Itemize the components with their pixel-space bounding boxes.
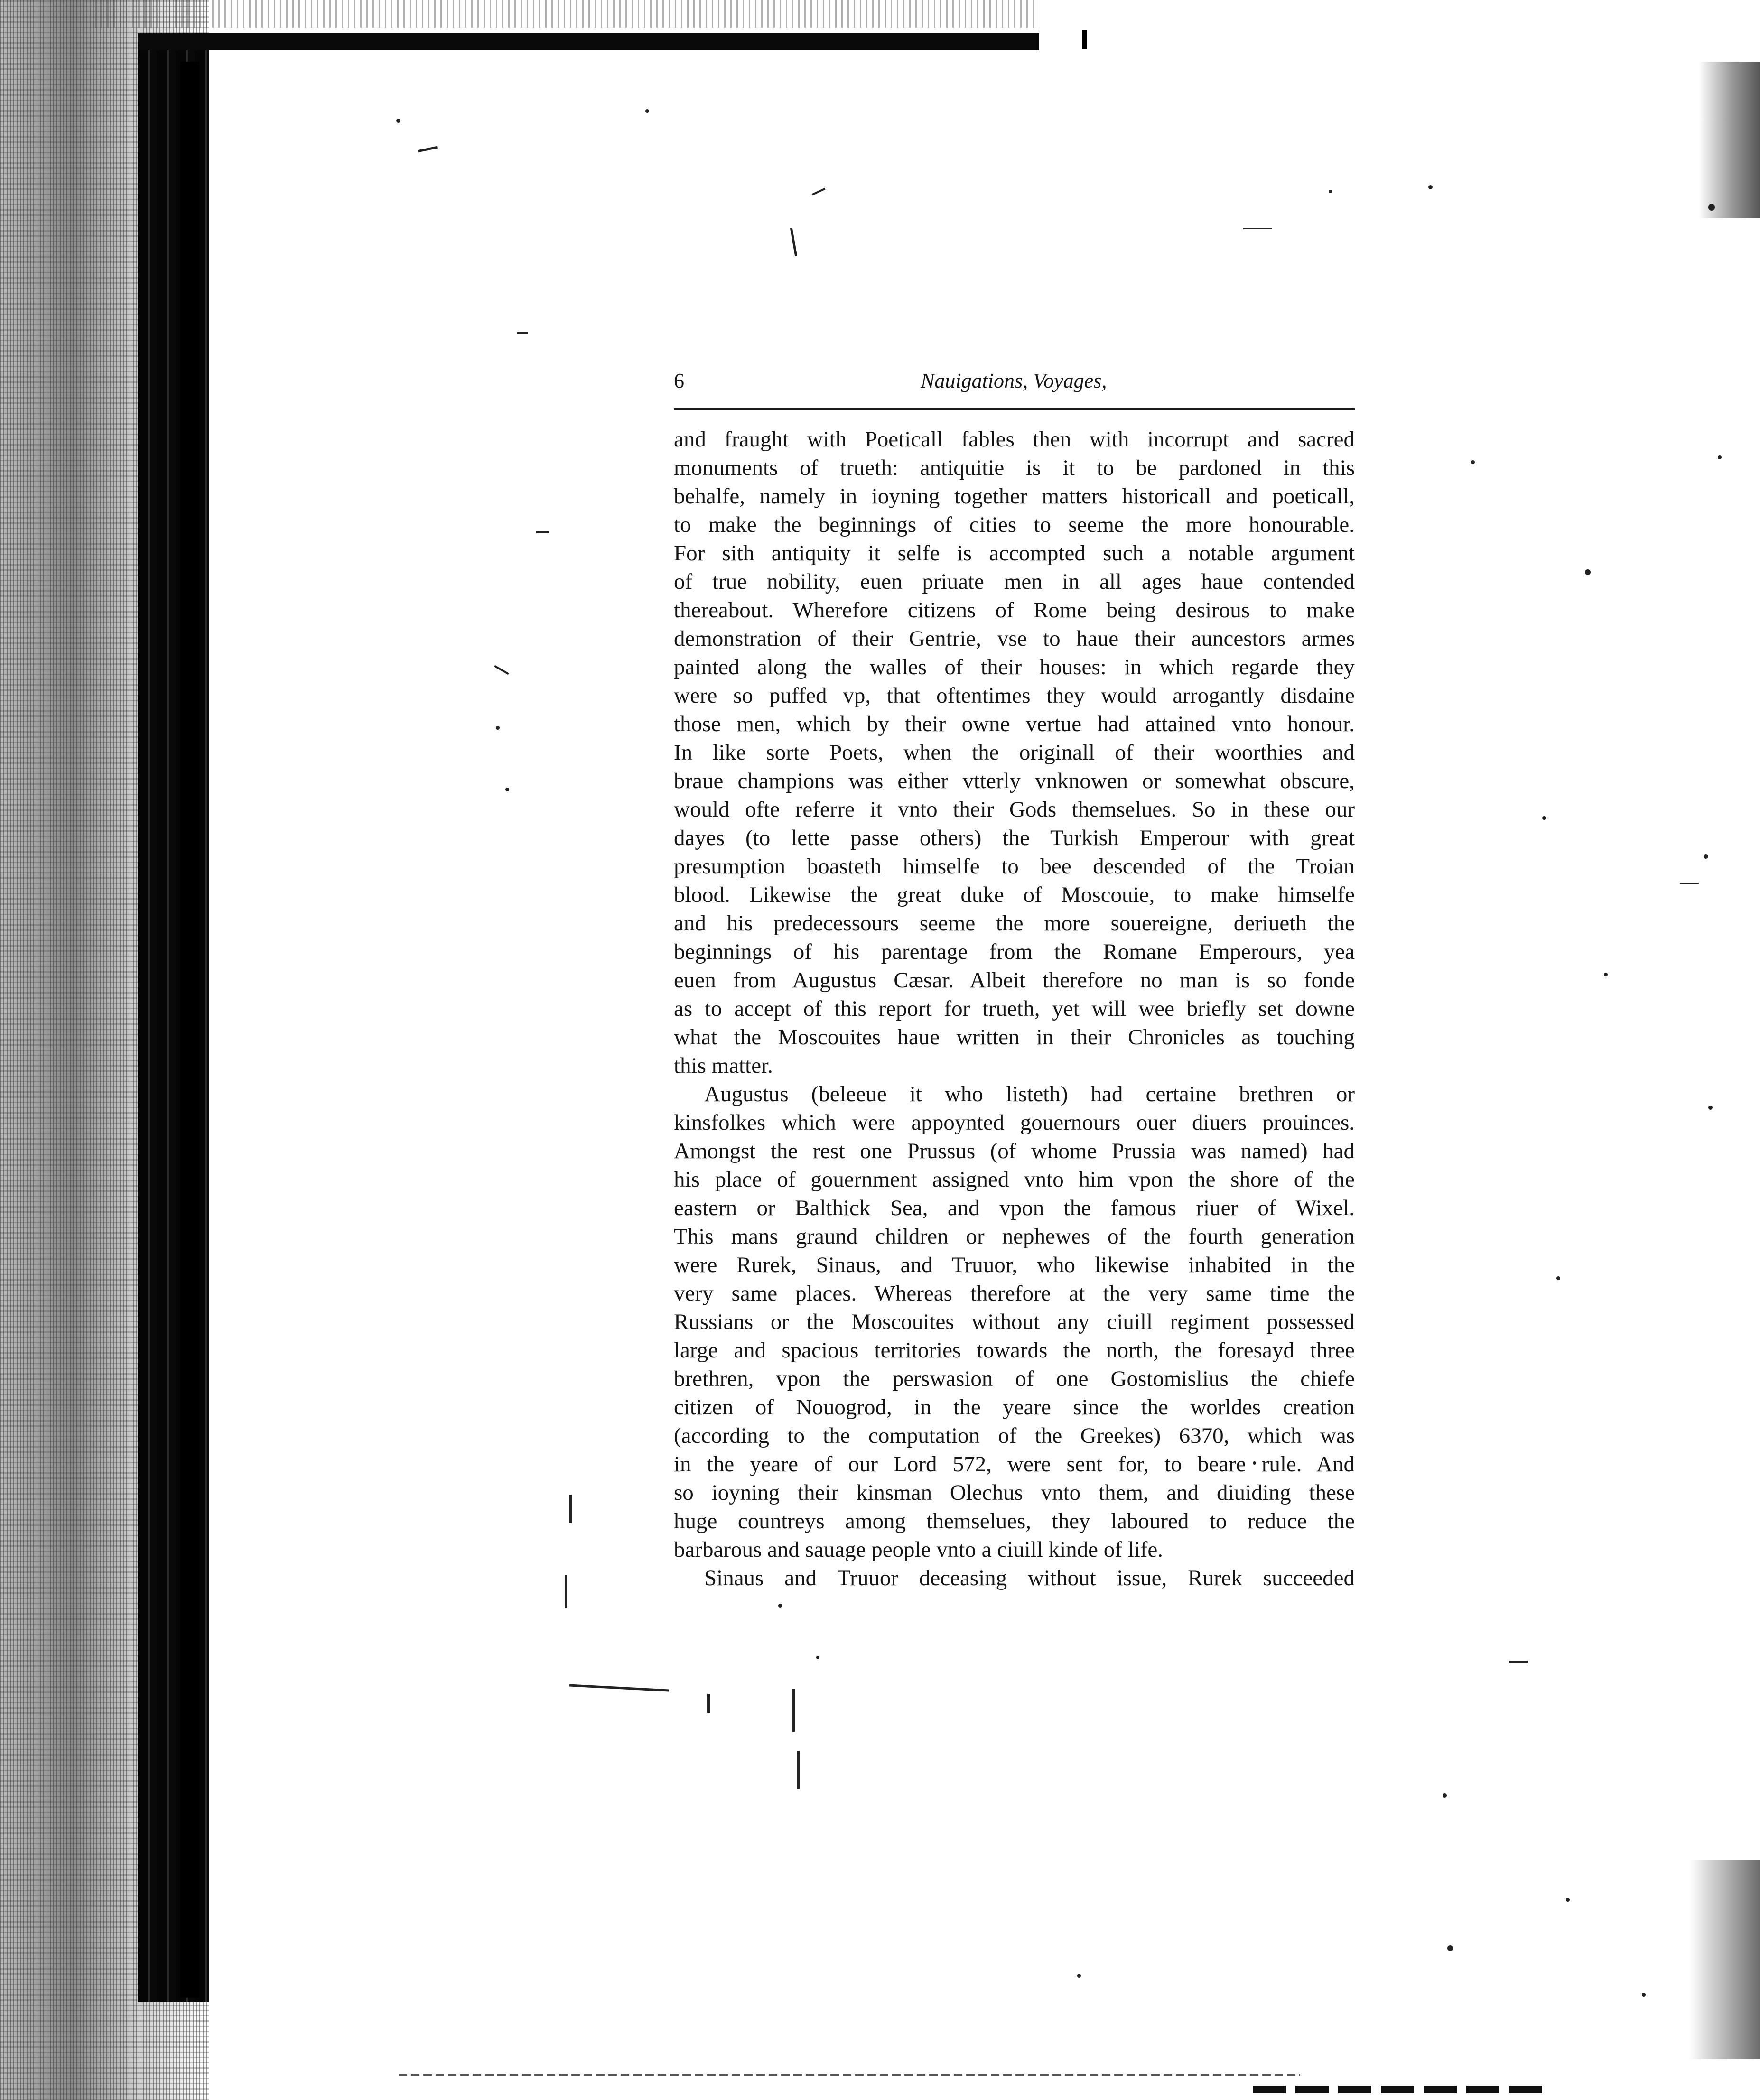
text-line: and his predecessours seeme the more souereigne, deriueth the [674, 911, 1355, 936]
scan-speck [812, 188, 826, 195]
scan-speck [1604, 973, 1608, 976]
scan-bottom-rule [399, 2074, 1300, 2076]
text-line: Augustus (beleeue it who listeth) had certaine brethren or [704, 1082, 1355, 1106]
scan-top-edge [138, 33, 1039, 50]
text-line: Sinaus and Truuor deceasing without issue, Rurek succeeded [704, 1566, 1355, 1590]
text-line: Russians or the Moscouites without any ciuill regiment possessed [674, 1310, 1355, 1334]
text-line: those men, which by their owne vertue had attained vnto honour. [674, 712, 1355, 736]
text-line: behalfe, namely in ioyning together matters historicall and poeticall, [674, 484, 1355, 509]
scan-speck [790, 228, 797, 256]
text-line: presumption boasteth himselfe to bee descended of the Troian [674, 854, 1355, 879]
head-rule [674, 408, 1355, 410]
text-line: this matter. [674, 1053, 773, 1078]
scan-speck [569, 1495, 572, 1523]
scan-right-smudge-bottom [1689, 1860, 1760, 2059]
text-line: monuments of trueth: antiquitie is it to be pardoned in this [674, 455, 1355, 480]
scan-speck [505, 788, 509, 791]
scan-speck [494, 665, 509, 675]
text-line: would ofte referre it vnto their Gods themselues. So in these our [674, 797, 1355, 822]
scan-speck [1704, 854, 1708, 859]
text-line: so ioyning their kinsman Olechus vnto them, and diuiding these [674, 1480, 1355, 1505]
text-line: Amongst the rest one Prussus (of whome Prussia was named) had [674, 1139, 1355, 1163]
scan-speck [1077, 1974, 1081, 1978]
scan-speck [1642, 1993, 1646, 1997]
scan-binding-edge-inner [180, 62, 199, 1998]
scan-speck [569, 1684, 669, 1692]
scan-speck [1509, 1661, 1528, 1663]
text-line: In like sorte Poets, when the originall of their woorthies and [674, 740, 1355, 765]
text-line: as to accept of this report for trueth, yet will wee briefly set downe [674, 996, 1355, 1021]
text-line: (according to the computation of the Greekes) 6370, which was [674, 1423, 1355, 1448]
scan-speck [1471, 460, 1475, 464]
text-line: very same places. Whereas therefore at the very same time the [674, 1281, 1355, 1306]
text-line: dayes (to lette passe others) the Turkish Emperour with great [674, 826, 1355, 850]
running-title: Nauigations, Voyages, [921, 369, 1107, 392]
text-line: in the yeare of our Lord 572, were sent for, to beare rule. And [674, 1452, 1355, 1477]
scan-speck [707, 1694, 710, 1713]
running-head [674, 364, 1362, 398]
scan-speck [1329, 190, 1332, 193]
text-line: painted along the walles of their houses: in which regarde they [674, 655, 1355, 679]
text-line: citizen of Nouogrod, in the yeare since the worldes creation [674, 1395, 1355, 1420]
scan-speck [1447, 1945, 1453, 1951]
text-line: large and spacious territories towards the north, the foresayd three [674, 1338, 1355, 1363]
text-line: kinsfolkes which were appoynted gouernours ouer diuers prouinces. [674, 1110, 1355, 1135]
text-line: of true nobility, euen priuate men in all ages haue contended [674, 569, 1355, 594]
scan-speck [1680, 883, 1699, 884]
scan-speck [1556, 1276, 1560, 1280]
text-line: eastern or Balthick Sea, and vpon the famous riuer of Wixel. [674, 1196, 1355, 1220]
scan-speck [1542, 816, 1546, 820]
text-line: were Rurek, Sinaus, and Truuor, who likewise inhabited in the [674, 1253, 1355, 1277]
scan-speck [1708, 204, 1715, 211]
scan-speck [418, 146, 438, 153]
scan-speck [536, 531, 549, 533]
text-line: braue champions was either vtterly vnknowen or somewhat obscure, [674, 769, 1355, 793]
text-line: This mans graund children or nephewes of the fourth generation [674, 1224, 1355, 1249]
scan-speck [1428, 185, 1433, 189]
text-line: were so puffed vp, that oftentimes they would arrogantly disdaine [674, 683, 1355, 708]
text-line: what the Moscouites haue written in their Chronicles as touching [674, 1025, 1355, 1050]
text-line: to make the beginnings of cities to seeme the more honourable. [674, 512, 1355, 537]
scan-speck [565, 1575, 567, 1608]
scan-speck [797, 1751, 800, 1789]
text-line: his place of gouernment assigned vnto him vpon the shore of the [674, 1167, 1355, 1192]
scan-speck [1718, 455, 1722, 459]
scan-speck [1443, 1793, 1447, 1798]
scan-speck [1708, 1106, 1713, 1110]
scan-bottom-mark [1253, 2086, 1547, 2093]
scan-top-shadow [95, 0, 1039, 28]
scan-speck [496, 726, 500, 730]
text-line: beginnings of his parentage from the Romane Emperours, yea [674, 939, 1355, 964]
scan-speck [816, 1656, 819, 1659]
scan-top-mark [1082, 30, 1087, 49]
scan-speck [1585, 569, 1591, 575]
scan-speck [645, 109, 649, 113]
scan-speck [1566, 1898, 1570, 1902]
scan-speck [396, 119, 400, 123]
text-line: thereabout. Wherefore citizens of Rome being desirous to make [674, 598, 1355, 623]
scan-speck [517, 332, 528, 334]
text-line: barbarous and sauage people vnto a ciuill kinde of life. [674, 1537, 1164, 1562]
text-line: demonstration of their Gentrie, vse to haue their auncestors armes [674, 626, 1355, 651]
text-line: and fraught with Poeticall fables then with incorrupt and sacred [674, 427, 1355, 452]
scan-right-smudge-top [1699, 62, 1760, 218]
text-line: brethren, vpon the perswasion of one Gostomislius the chiefe [674, 1366, 1355, 1391]
text-column [674, 425, 1355, 1611]
text-line: For sith antiquity it selfe is accompted such a notable argument [674, 541, 1355, 566]
text-line: blood. Likewise the great duke of Moscouie, to make himselfe [674, 883, 1355, 907]
scan-speck [792, 1689, 795, 1732]
scan-speck [1243, 228, 1272, 229]
page-number: 6 [674, 369, 684, 392]
text-line: huge countreys among themselues, they laboured to reduce the [674, 1509, 1355, 1533]
text-line: euen from Augustus Cæsar. Albeit therefore no man is so fonde [674, 968, 1355, 993]
